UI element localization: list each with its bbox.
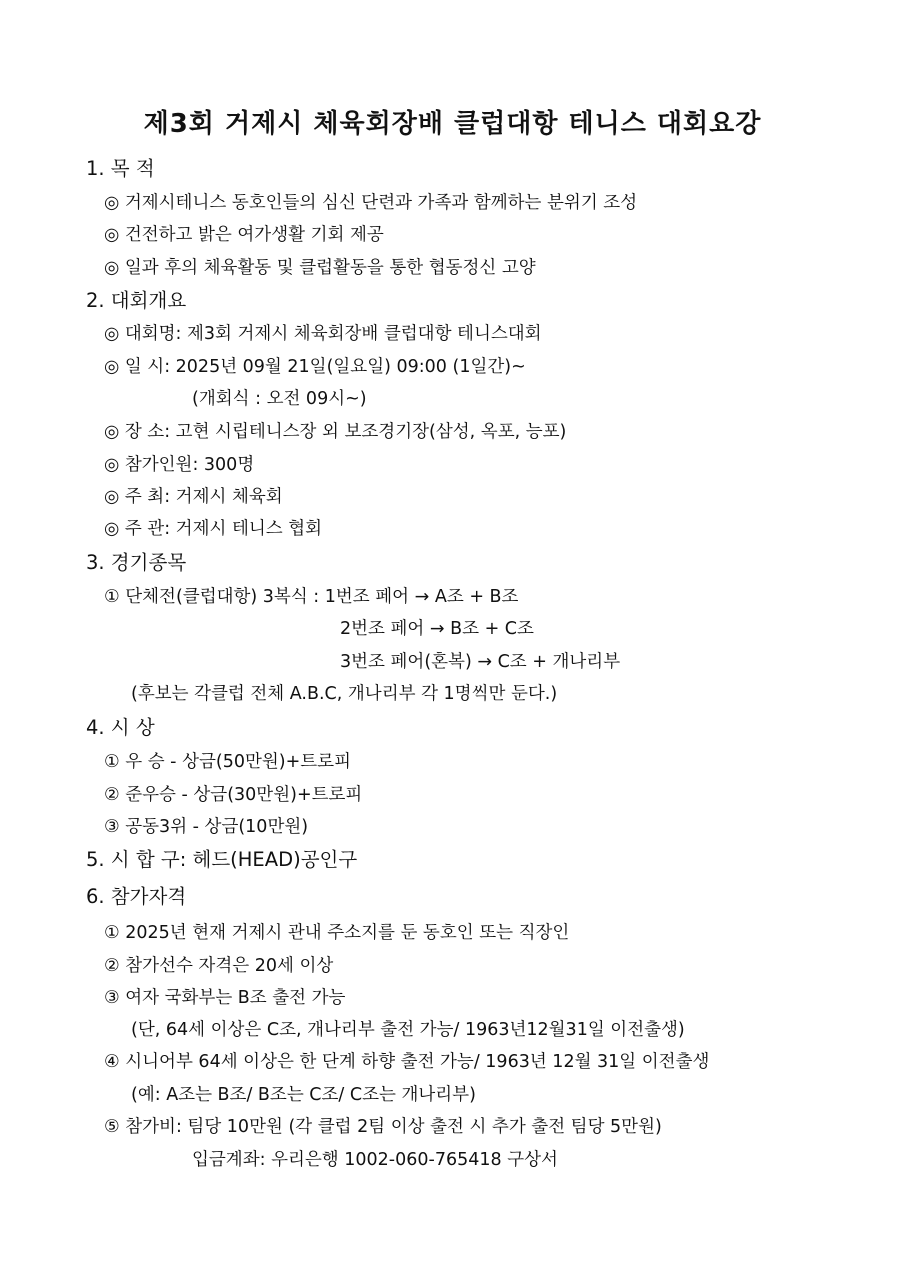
bank-account-line: 입금계좌: 우리은행 1002-060-765418 구상서 xyxy=(192,1150,558,1170)
purpose-item: ◎ 거제시테니스 동호인들의 심신 단련과 가족과 함께하는 분위기 조성 xyxy=(104,193,638,213)
overview-item: ◎ 주 관: 거제시 테니스 협회 xyxy=(104,519,323,539)
awards-item: ② 준우승 - 상금(30만원)+트로피 xyxy=(104,785,363,805)
overview-item: ◎ 주 최: 거제시 체육회 xyxy=(104,487,283,507)
events-note: (후보는 각클럽 전체 A.B.C, 개나리부 각 1명씩만 둔다.) xyxy=(131,684,558,704)
eligibility-item: ③ 여자 국화부는 B조 출전 가능 xyxy=(104,988,346,1008)
eligibility-note: (단, 64세 이상은 C조, 개나리부 출전 가능/ 1963년12월31일 이전출생) xyxy=(131,1020,685,1040)
purpose-item: ◎ 건전하고 밝은 여가생활 기회 제공 xyxy=(104,225,384,245)
eligibility-item: ① 2025년 현재 거제시 관내 주소지를 둔 동호인 또는 직장인 xyxy=(104,923,570,943)
section-heading-ball: 5. 시 합 구: 헤드(HEAD)공인구 xyxy=(86,848,358,871)
overview-item: (개회식 : 오전 09시~) xyxy=(192,389,367,409)
section-heading-overview: 2. 대회개요 xyxy=(86,289,187,312)
overview-item: ◎ 장 소: 고현 시립테니스장 외 보조경기장(삼성, 옥포, 능포) xyxy=(104,422,567,442)
eligibility-item: ② 참가선수 자격은 20세 이상 xyxy=(104,956,334,976)
document-title: 제3회 거제시 체육회장배 클럽대항 테니스 대회요강 xyxy=(143,109,762,139)
awards-item: ① 우 승 - 상금(50만원)+트로피 xyxy=(104,752,351,772)
overview-item: ◎ 일 시: 2025년 09월 21일(일요일) 09:00 (1일간)~ xyxy=(104,357,526,377)
section-heading-purpose: 1. 목 적 xyxy=(86,157,155,180)
eligibility-note: (예: A조는 B조/ B조는 C조/ C조는 개나리부) xyxy=(131,1085,476,1105)
overview-item: ◎ 참가인원: 300명 xyxy=(104,455,255,475)
section-heading-eligibility: 6. 참가자격 xyxy=(86,885,187,908)
section-heading-events: 3. 경기종목 xyxy=(86,551,187,574)
events-item: 3번조 페어(혼복) → C조 + 개나리부 xyxy=(340,652,621,672)
awards-item: ③ 공동3위 - 상금(10만원) xyxy=(104,817,309,837)
eligibility-item: ④ 시니어부 64세 이상은 한 단계 하향 출전 가능/ 1963년 12월 31일 이전출생 xyxy=(104,1052,710,1072)
eligibility-item: ⑤ 참가비: 팀당 10만원 (각 클럽 2팀 이상 출전 시 추가 출전 팀당 5만원) xyxy=(104,1117,662,1137)
section-heading-awards: 4. 시 상 xyxy=(86,716,155,739)
overview-item: ◎ 대회명: 제3회 거제시 체육회장배 클럽대항 테니스대회 xyxy=(104,324,542,344)
events-item: ① 단체전(클럽대항) 3복식 : 1번조 페어 → A조 + B조 xyxy=(104,587,519,607)
events-item: 2번조 페어 → B조 + C조 xyxy=(340,619,534,639)
purpose-item: ◎ 일과 후의 체육활동 및 클럽활동을 통한 협동정신 고양 xyxy=(104,258,536,278)
